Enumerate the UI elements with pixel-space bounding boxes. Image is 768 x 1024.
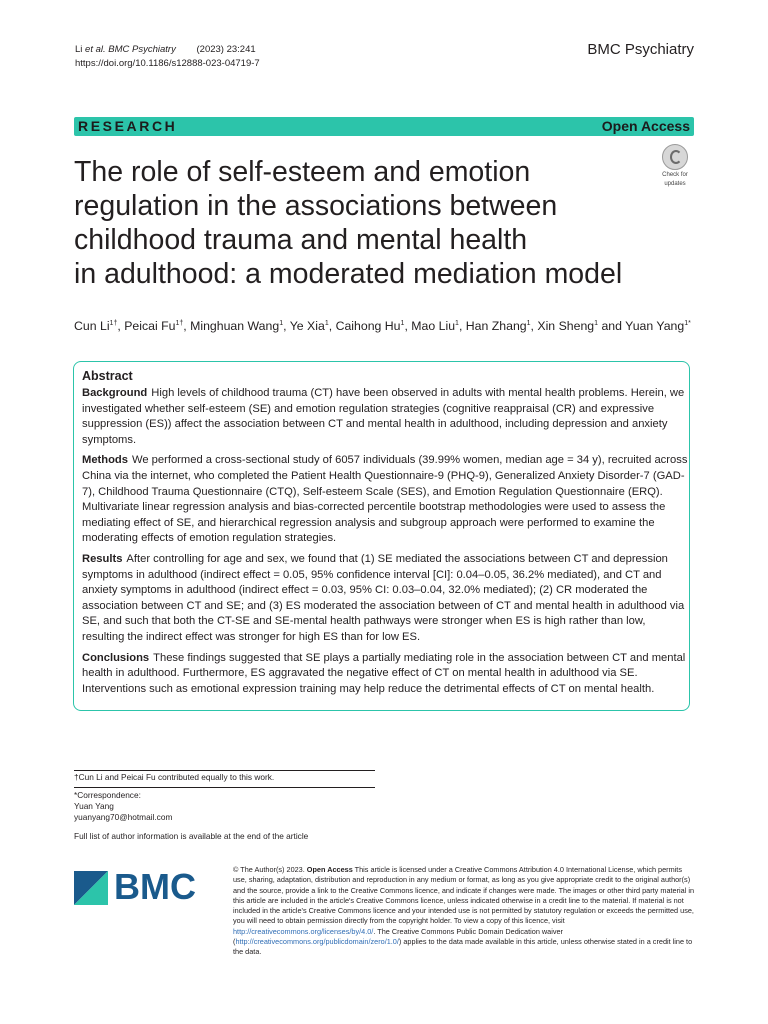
citation-journal: et al. BMC Psychiatry bbox=[85, 44, 176, 55]
citation-first-author: Li bbox=[75, 44, 83, 55]
abstract-background bbox=[82, 386, 689, 448]
methods-text: We performed a cross-sectional study of 6057 individuals (39.99% women, median age = 34 y), recruited across China via the internet, who completed the Patient Health Questionnaire-9 (PHQ-9), Generalized Anxiety Disorder-7 (GAD-7), Childhood Trauma Questionnaire (CTQ), Self-esteem Scale (SES), and Emotion Regulation Questionnaire (ERQ). Multivariate linear regression analysis and bias-corrected percentile bootstrap methodologies were used to assess the mediating effect of SE, and hierarchical regression analysis and subgroup approach were performed to examine the moderating effects of emotion regulation strategies. bbox=[82, 454, 688, 545]
author-separator: , bbox=[183, 319, 191, 334]
author-affiliation: 1* bbox=[684, 320, 691, 327]
check-for-updates-badge[interactable] bbox=[655, 144, 695, 187]
doi-link[interactable]: https://doi.org/10.1186/s12888-023-04719-7 bbox=[75, 58, 260, 69]
abstract-heading: Abstract bbox=[82, 369, 133, 383]
author-affiliation: 1 bbox=[324, 320, 329, 327]
results-label: Results bbox=[82, 552, 123, 565]
footnote-divider bbox=[74, 770, 375, 771]
author-name: Ye Xia bbox=[289, 319, 325, 334]
author-affiliation: 1 bbox=[400, 320, 405, 327]
conclusions-label: Conclusions bbox=[82, 651, 150, 664]
open-access-label: Open Access bbox=[601, 118, 690, 134]
license-body-2: . The Creative Commons Public Domain Dedication waiver ( bbox=[233, 926, 563, 947]
article-type-band bbox=[74, 117, 694, 136]
author-info-note: Full list of author information is available at the end of the article bbox=[74, 831, 309, 841]
author-separator: and bbox=[598, 319, 626, 334]
author-separator: , bbox=[328, 319, 336, 334]
correspondence-label: *Correspondence: bbox=[74, 790, 141, 800]
author-affiliation: 1 bbox=[594, 320, 599, 327]
correspondence-name: Yuan Yang bbox=[74, 801, 114, 812]
abstract-conclusions bbox=[82, 651, 689, 698]
author-name: Peicai Fu bbox=[124, 319, 176, 334]
citation-year-volume: (2023) 23:241 bbox=[196, 44, 256, 55]
author-affiliation: 1 bbox=[455, 320, 459, 327]
badge-text-2: updates bbox=[664, 181, 686, 187]
author-separator: , bbox=[530, 319, 538, 334]
article-title bbox=[74, 155, 654, 291]
background-label: Background bbox=[82, 387, 148, 399]
bmc-logo-icon bbox=[74, 867, 214, 907]
correspondence-block bbox=[74, 790, 172, 824]
title-line: regulation in the associations between bbox=[74, 190, 558, 222]
author-name: Xin Sheng bbox=[537, 319, 595, 334]
results-text: After controlling for age and sex, we found that (1) SE mediated the associations between CT and depression symptoms in adulthood (indirect effect = 0.05, 95% confidence interval [CI]: 0.04–0.05, 36.2% mediated), and CT and anxiety symptoms in adulthood (indirect effect = 0.03, 95% CI: 0.03–0.04, 32.0% mediated); (2) CR moderated the association between CT and SE; and (3) ES moderated the association between of CT and mental health in adulthood via SE, and such that both the CT-SE and SE-mental health pathways were stronger when ES is high rather than low, resulting the indirect effect was stronger for high ES than for low ES. bbox=[82, 552, 685, 643]
abstract-results bbox=[82, 552, 689, 646]
footnote-divider bbox=[74, 787, 375, 788]
license-body-1: This article is licensed under a Creative Commons Attribution 4.0 International License, which permits use, sharing, adaptation, distribution and reproduction in any medium or format, as long as you give appropriate credit to the original author(s) and the source, provide a link to the Creative Commons licence, and indicate if changes were made. The images or other third party material in this article are included in the article's Creative Commons licence, unless indicated otherwise in a credit line to the material. If material is not included in the article's Creative Commons licence and your intended use is not permitted by statutory regulation or exceeds the permitted use, you will need to obtain permission directly from the copyright holder. To view a copy of this licence, visit bbox=[233, 865, 695, 926]
author-name: Cun Li bbox=[74, 319, 110, 334]
correspondence-email[interactable]: yuanyang70@hotmail.com bbox=[74, 812, 173, 823]
conclusions-text: These findings suggested that SE plays a partially mediating role in the association between CT and mental health in adulthood. Furthermore, ES aggravated the negative effect of CT on mental health in adulthood via SE. Interventions such as emotional expression training may help reduce the detrimental effects of CT on mental health. bbox=[82, 651, 686, 695]
author-affiliation: 1 bbox=[526, 320, 531, 327]
author-name: Han Zhang bbox=[465, 319, 527, 334]
methods-label: Methods bbox=[82, 454, 128, 467]
author-separator: , bbox=[458, 319, 466, 334]
copyright-prefix: © The Author(s) 2023. bbox=[233, 865, 305, 874]
background-text: High levels of childhood trauma (CT) have been observed in adults with mental health problems. Herein, we investigated whether self-esteem (SE) and emotion regulation strategies (cognitive reappraisal (CR) and expressive suppression (ES)) affect the association between CT and mental health in adulthood, including depression and anxiety symptoms. bbox=[82, 387, 685, 446]
title-line: childhood trauma and mental health bbox=[74, 224, 528, 256]
citation-block bbox=[75, 43, 260, 71]
abstract-box bbox=[73, 361, 690, 711]
license-text bbox=[233, 865, 695, 958]
open-access-heading: Open Access bbox=[306, 865, 353, 874]
author-affiliation: 1† bbox=[109, 320, 118, 327]
author-separator: , bbox=[283, 319, 290, 334]
author-affiliation: 1† bbox=[175, 320, 184, 327]
author-affiliation: 1 bbox=[279, 320, 284, 327]
title-line: The role of self-esteem and emotion bbox=[74, 156, 531, 188]
journal-name: BMC Psychiatry bbox=[587, 41, 694, 58]
check-for-updates-icon bbox=[662, 144, 688, 170]
cc0-link[interactable]: http://creativecommons.org/publicdomain/zero/1.0/ bbox=[235, 937, 399, 947]
title-line: in adulthood: a moderated mediation model bbox=[74, 258, 623, 290]
equal-contribution-note: †Cun Li and Peicai Fu contributed equally to this work. bbox=[74, 772, 275, 782]
author-name: Mao Liu bbox=[411, 319, 456, 334]
bmc-logo-text: BMC bbox=[114, 867, 196, 907]
citation-line bbox=[75, 43, 260, 57]
abstract-methods bbox=[82, 453, 689, 547]
bmc-logo[interactable] bbox=[74, 867, 214, 907]
author-name: Yuan Yang bbox=[625, 319, 685, 334]
badge-text-1: Check for bbox=[662, 172, 688, 178]
author-separator: , bbox=[117, 319, 125, 334]
article-type-label: RESEARCH bbox=[78, 118, 178, 134]
license-link[interactable]: http://creativecommons.org/licenses/by/4.0/ bbox=[233, 926, 374, 936]
author-name: Minghuan Wang bbox=[190, 319, 280, 334]
author-name: Caihong Hu bbox=[335, 319, 401, 334]
author-list bbox=[74, 315, 704, 335]
license-body-3: ) applies to the data made available in this article, unless otherwise stated in a credit line to the data. bbox=[233, 937, 693, 957]
author-separator: , bbox=[404, 319, 412, 334]
